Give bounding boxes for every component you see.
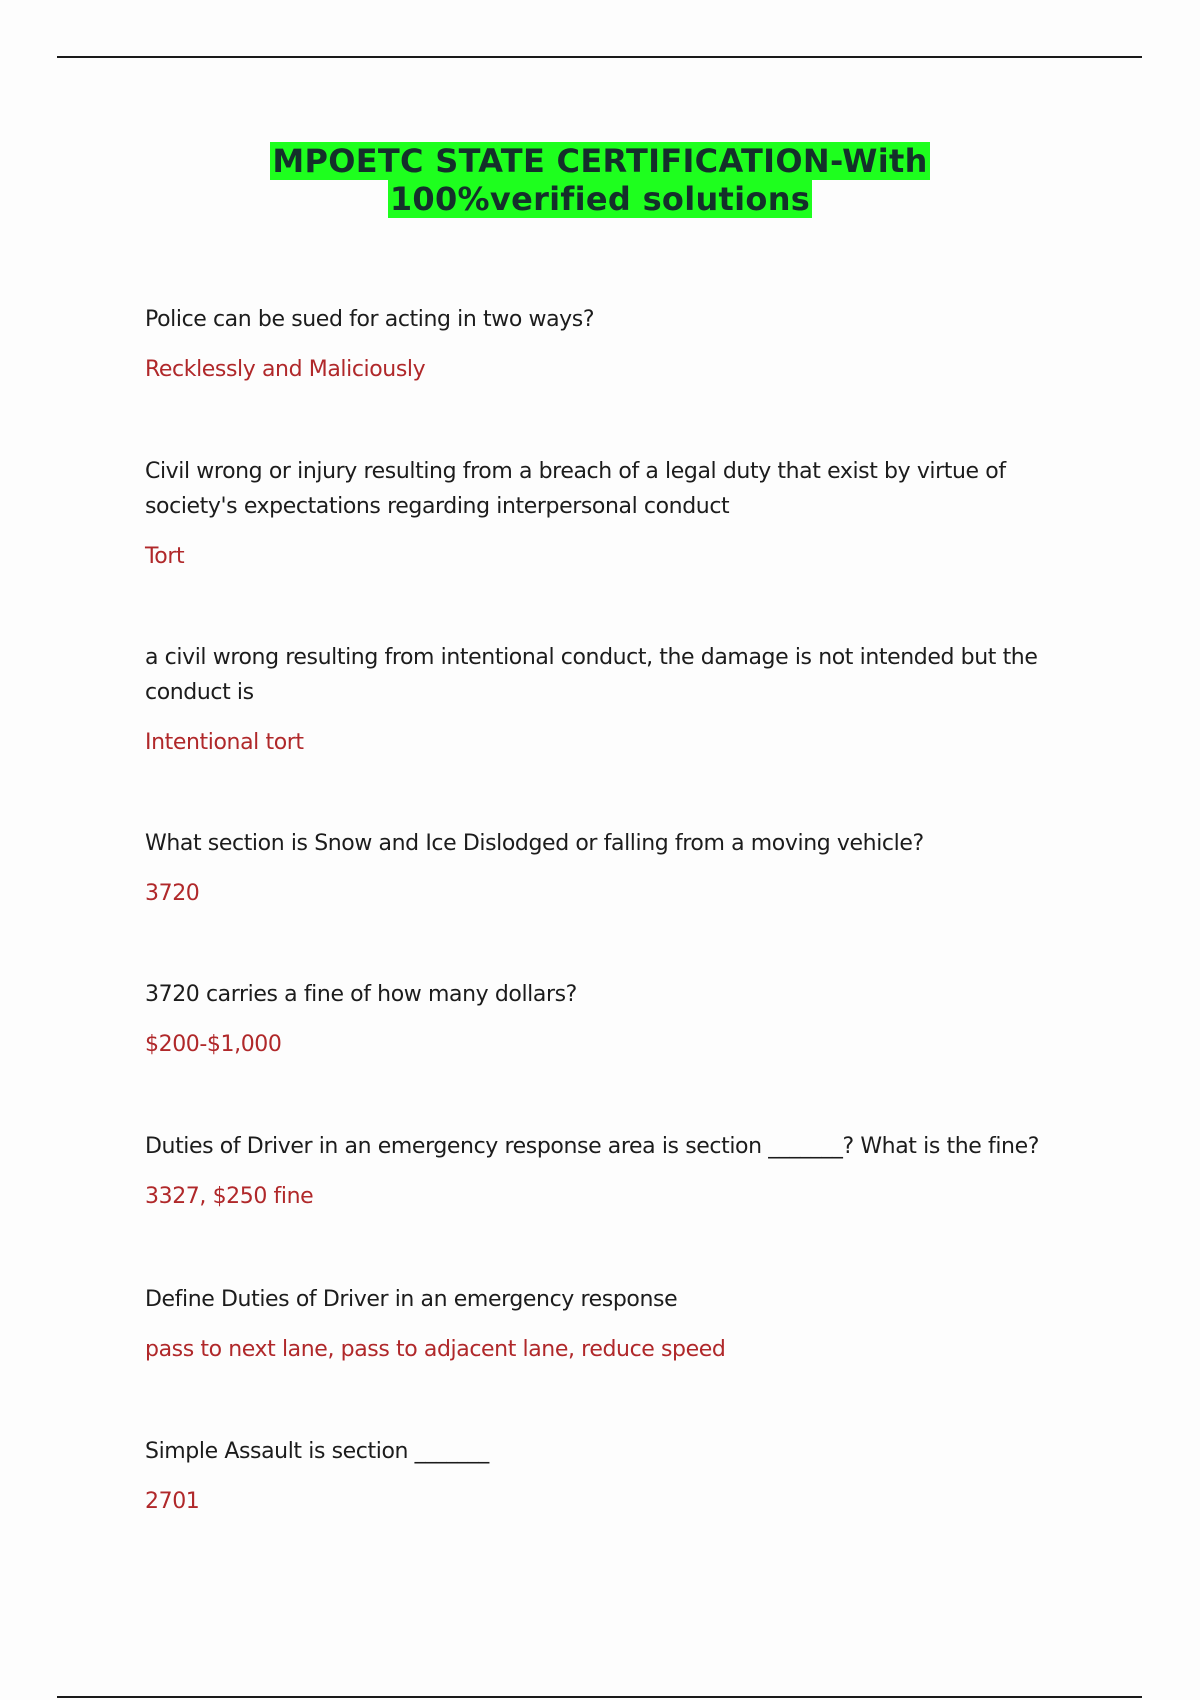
question-text: 3720 carries a fine of how many dollars? [145, 982, 577, 1007]
question-text: Civil wrong or injury resulting from a breach of a legal duty that exist by virtue of society's expectations regarding interpersonal conduct [145, 459, 1006, 519]
qa-item [145, 454, 1045, 574]
footer-rule [57, 1696, 1142, 1698]
qa-item [145, 1282, 1045, 1367]
answer-text: 3327, $250 fine [145, 1184, 314, 1209]
answer-text: 2701 [145, 1489, 200, 1514]
answer-text: $200-$1,000 [145, 1032, 282, 1057]
answer-text: 3720 [145, 881, 200, 906]
answer-text: Intentional tort [145, 730, 304, 755]
qa-item [145, 977, 1045, 1062]
answer-text: pass to next lane, pass to adjacent lane, reduce speed [145, 1337, 726, 1362]
question-text: Define Duties of Driver in an emergency response [145, 1287, 678, 1312]
question-text: Simple Assault is section _______ [145, 1439, 489, 1464]
title-line-2: 100%verified solutions [389, 180, 811, 218]
answer-text: Tort [145, 544, 185, 569]
qa-item [145, 1129, 1045, 1214]
qa-item [145, 640, 1045, 760]
question-text: a civil wrong resulting from intentional conduct, the damage is not intended but the conduct is [145, 645, 1038, 705]
qa-item [145, 302, 1045, 387]
question-text: What section is Snow and Ice Dislodged or falling from a moving vehicle? [145, 831, 924, 856]
document-title [0, 142, 1200, 218]
qa-item [145, 1434, 1045, 1519]
qa-item [145, 826, 1045, 911]
title-line-1: MPOETC STATE CERTIFICATION-With [272, 142, 928, 180]
header-rule [57, 56, 1142, 58]
question-text: Police can be sued for acting in two ways? [145, 307, 595, 332]
question-text: Duties of Driver in an emergency response area is section _______? What is the fine? [145, 1134, 1039, 1159]
answer-text: Recklessly and Maliciously [145, 357, 426, 382]
